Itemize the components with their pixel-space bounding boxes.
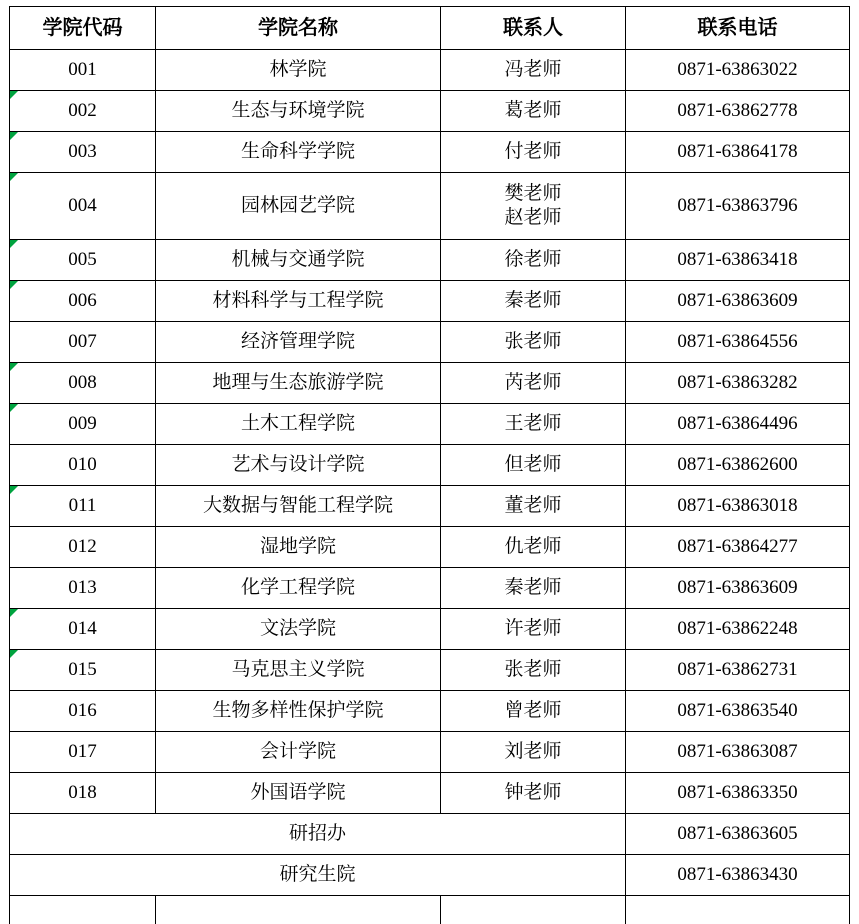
table-row (10, 568, 850, 609)
cell-code: 017 (10, 732, 156, 773)
cell-contact: 仇老师 (441, 527, 626, 568)
cell-code: 004 (10, 173, 156, 240)
contact-line-1: 樊老师 (504, 183, 562, 205)
table-row (10, 50, 850, 91)
cell-phone: 0871-63862600 (626, 445, 850, 486)
cell-code: 009 (10, 404, 156, 445)
cell-code: 006 (10, 281, 156, 322)
cell-name: 马克思主义学院 (156, 650, 441, 691)
table-row-footer (10, 855, 850, 896)
cell-contact: 许老师 (441, 609, 626, 650)
column-header-code: 学院代码 (10, 7, 156, 50)
table-row (10, 691, 850, 732)
cell-phone: 0871-63864178 (626, 132, 850, 173)
cell-name: 经济管理学院 (156, 322, 441, 363)
table-row (10, 281, 850, 322)
cell-phone: 0871-63862248 (626, 609, 850, 650)
cell-code: 013 (10, 568, 156, 609)
cell-name: 艺术与设计学院 (156, 445, 441, 486)
cell-name: 生态与环境学院 (156, 91, 441, 132)
table-row-partial (10, 896, 850, 924)
table-row-footer (10, 814, 850, 855)
cell-code: 012 (10, 527, 156, 568)
cell-contact: 付老师 (441, 132, 626, 173)
cell-contact: 张老师 (441, 322, 626, 363)
cell-phone: 0871-63863796 (626, 173, 850, 240)
cell-office-label: 研招办 (10, 814, 626, 855)
cell-name: 园林园艺学院 (156, 173, 441, 240)
cell-empty (10, 896, 156, 924)
cell-name: 土木工程学院 (156, 404, 441, 445)
cell-name: 湿地学院 (156, 527, 441, 568)
table-row (10, 732, 850, 773)
cell-phone: 0871-63863018 (626, 486, 850, 527)
cell-name: 林学院 (156, 50, 441, 91)
cell-code: 001 (10, 50, 156, 91)
cell-phone: 0871-63863609 (626, 568, 850, 609)
table-row (10, 527, 850, 568)
cell-phone: 0871-63863282 (626, 363, 850, 404)
cell-phone: 0871-63864556 (626, 322, 850, 363)
cell-empty (156, 896, 441, 924)
cell-phone: 0871-63864496 (626, 404, 850, 445)
cell-contact: 冯老师 (441, 50, 626, 91)
table-row (10, 322, 850, 363)
table-body (10, 50, 850, 924)
cell-name: 地理与生态旅游学院 (156, 363, 441, 404)
column-header-contact: 联系人 (441, 7, 626, 50)
cell-code: 016 (10, 691, 156, 732)
cell-contact: 刘老师 (441, 732, 626, 773)
cell-code: 015 (10, 650, 156, 691)
cell-phone: 0871-63863605 (626, 814, 850, 855)
cell-name: 机械与交通学院 (156, 240, 441, 281)
column-header-phone: 联系电话 (626, 7, 850, 50)
cell-phone: 0871-63864277 (626, 527, 850, 568)
cell-contact: 钟老师 (441, 773, 626, 814)
cell-phone: 0871-63863022 (626, 50, 850, 91)
table-row (10, 173, 850, 240)
cell-phone: 0871-63863609 (626, 281, 850, 322)
cell-contact: 王老师 (441, 404, 626, 445)
cell-phone: 0871-63862731 (626, 650, 850, 691)
cell-phone: 0871-63863418 (626, 240, 850, 281)
cell-contact (441, 173, 626, 240)
cell-code: 003 (10, 132, 156, 173)
cell-phone: 0871-63863540 (626, 691, 850, 732)
cell-name: 生物多样性保护学院 (156, 691, 441, 732)
cell-code: 011 (10, 486, 156, 527)
cell-contact: 董老师 (441, 486, 626, 527)
cell-contact: 葛老师 (441, 91, 626, 132)
table-row (10, 91, 850, 132)
cell-empty (441, 896, 626, 924)
cell-code: 002 (10, 91, 156, 132)
cell-name: 大数据与智能工程学院 (156, 486, 441, 527)
cell-name: 会计学院 (156, 732, 441, 773)
contact-line-2: 赵老师 (504, 207, 562, 228)
column-header-name: 学院名称 (156, 7, 441, 50)
cell-office-label: 研究生院 (10, 855, 626, 896)
cell-contact: 曾老师 (441, 691, 626, 732)
table-row (10, 132, 850, 173)
cell-code: 008 (10, 363, 156, 404)
table-row (10, 773, 850, 814)
table-row (10, 650, 850, 691)
cell-name: 文法学院 (156, 609, 441, 650)
cell-phone: 0871-63863430 (626, 855, 850, 896)
cell-contact: 芮老师 (441, 363, 626, 404)
cell-contact: 秦老师 (441, 568, 626, 609)
cell-code: 010 (10, 445, 156, 486)
cell-contact: 但老师 (441, 445, 626, 486)
cell-code: 018 (10, 773, 156, 814)
table-row (10, 404, 850, 445)
cell-code: 005 (10, 240, 156, 281)
cell-code: 007 (10, 322, 156, 363)
cell-contact: 张老师 (441, 650, 626, 691)
cell-code: 014 (10, 609, 156, 650)
college-contact-table (9, 6, 850, 924)
cell-name: 材料科学与工程学院 (156, 281, 441, 322)
table-row (10, 486, 850, 527)
cell-empty (626, 896, 850, 924)
cell-phone: 0871-63863087 (626, 732, 850, 773)
table-row (10, 445, 850, 486)
table-row (10, 363, 850, 404)
cell-name: 化学工程学院 (156, 568, 441, 609)
cell-contact: 徐老师 (441, 240, 626, 281)
cell-name: 外国语学院 (156, 773, 441, 814)
cell-name: 生命科学学院 (156, 132, 441, 173)
table-row (10, 609, 850, 650)
table-row (10, 240, 850, 281)
cell-phone: 0871-63862778 (626, 91, 850, 132)
table-header-row (10, 7, 850, 50)
cell-phone: 0871-63863350 (626, 773, 850, 814)
cell-contact: 秦老师 (441, 281, 626, 322)
